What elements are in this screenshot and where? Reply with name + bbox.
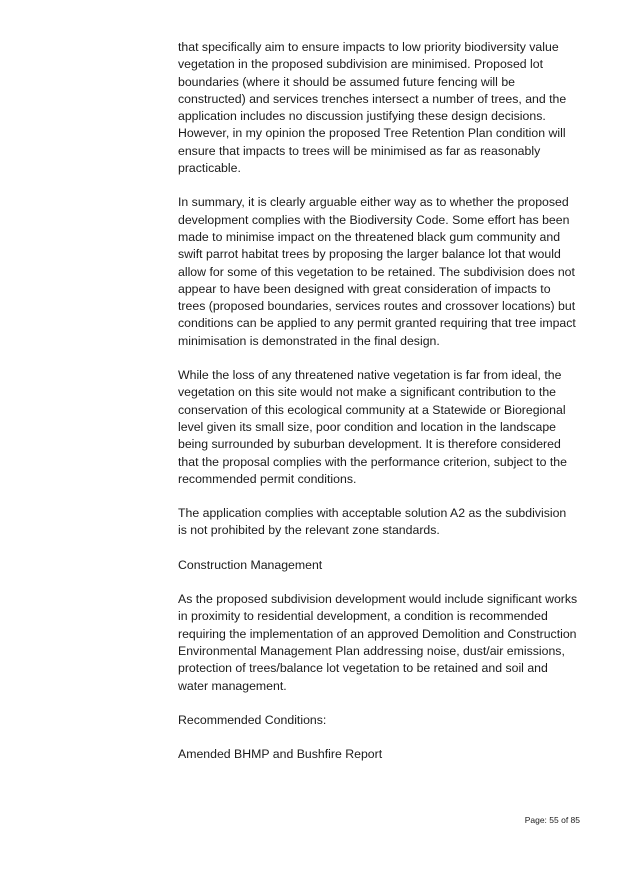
document-body <box>178 39 582 780</box>
recommended-conditions-heading: Recommended Conditions: <box>178 712 327 727</box>
paragraph-tree-impacts: that specifically aim to ensure impacts to low priority biodiversity value vegetation in the proposed subdivision are minimised. Proposed lot boundaries (where it should be assumed future fencing will be constructed) and services trenches intersect a number of trees, and the application includes no discussion justifying these design decisions. However, in my opinion the proposed Tree Retention Plan condition will ensure that impacts to trees will be minimised as far as reasonably practicable. <box>178 40 567 176</box>
construction-management-heading: Construction Management <box>178 557 323 572</box>
paragraph-vegetation-loss: While the loss of any threatened native vegetation is far from ideal, the vegetation on this site would not make a significant contribution to the conservation of this ecological community at a Statewide or Bioregional level given its small size, poor condition and location in the landscape being surrounded by suburban development. It is therefore considered that the proposal complies with the performance criterion, subject to the recommended permit conditions. <box>178 368 567 486</box>
bhmp-bushfire-subheading: Amended BHMP and Bushfire Report <box>178 747 383 762</box>
paragraph-acceptable-solution: The application complies with acceptable solution A2 as the subdivision is not prohibited by the relevant zone standards. <box>178 506 567 538</box>
page-number: Page: 55 of 85 <box>524 815 580 825</box>
paragraph-summary: In summary, it is clearly arguable either way as to whether the proposed development complies with the Biodiversity Code. Some effort has been made to minimise impact on the threatened black gum community and swift parrot habitat trees by proposing the larger balance lot that would allow for some of this vegetation to be retained. The subdivision does not appear to have been designed with great consideration of impacts to trees (proposed boundaries, services routes and crossover locations) but conditions can be applied to any permit granted requiring that tree impact minimisation is demonstrated in the final design. <box>178 195 576 348</box>
paragraph-construction-management: As the proposed subdivision development would include significant works in proximity to residential development, a condition is recommended requiring the implementation of an approved Demolition and Construction Environmental Management Plan addressing noise, dust/air emissions, protection of trees/balance lot vegetation to be retained and soil and water management. <box>178 592 578 693</box>
